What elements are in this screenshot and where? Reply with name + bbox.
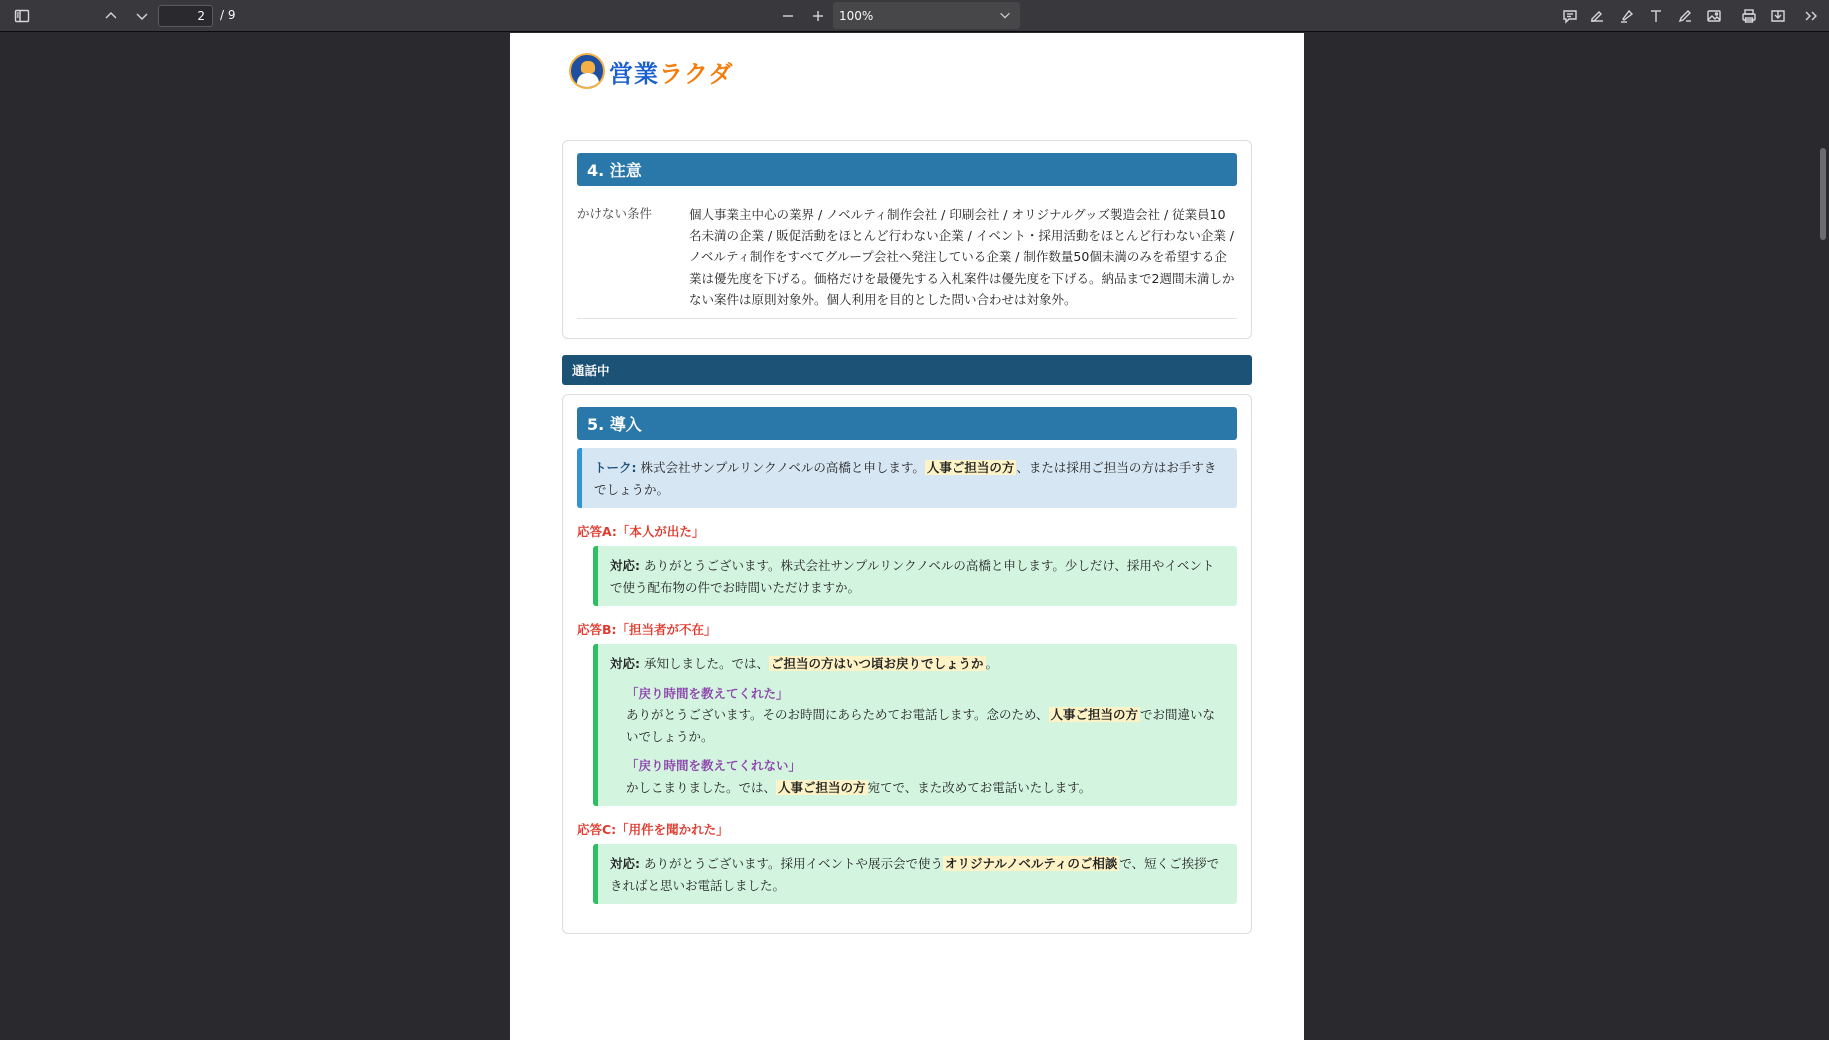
section-5-card — [562, 394, 1252, 934]
chevron-down-icon — [998, 8, 1012, 25]
camel-mascot-icon — [569, 53, 605, 89]
text-icon[interactable] — [1645, 5, 1667, 27]
section-5-title: 5. 導入 — [577, 407, 1237, 440]
phase-bar: 通話中 — [562, 355, 1252, 385]
next-page-icon[interactable] — [131, 5, 153, 27]
condition-text: 個人事業主中心の業界 / ノベルティ制作会社 / 印刷会社 / オリジナルグッズ製造会社 / 従業員10名未満の企業 / 販促活動をほとんど行わない企業 / イベント・採用活動をほとんど行わない企業 / ノベルティ制作をすべてグループ会社へ発注している企業 / 制作数量50個未満のみを希望する企業は優先度を下げる。価格だけを最優先する入札案件は優先度を下げる。納品まで2週間未満しかない案件は原則対象外。個人利用を目的とした問い合わせは対象外。 — [689, 207, 1235, 307]
response-a-label: 応答A:「本人が出た」 — [577, 524, 705, 539]
talk-script: トーク: 株式会社サンプルリンクノベルの高橋と申します。 人事ご担当の方 、または採用ご担当の方はお手すきでしょうか。 — [577, 448, 1237, 508]
highlight: 人事ご担当の方 — [1050, 707, 1139, 722]
signature-icon[interactable] — [1586, 5, 1608, 27]
scrollbar-thumb[interactable] — [1820, 148, 1826, 240]
pdf-page — [510, 33, 1304, 1040]
draw-icon[interactable] — [1674, 5, 1696, 27]
highlight: 人事ご担当の方 — [926, 460, 1015, 475]
save-icon[interactable] — [1767, 5, 1789, 27]
page-number-input[interactable] — [158, 5, 213, 27]
sub-case-2-text: かしこまりました。では、 人事ご担当の方 宛てで、また改めてお電話いたします。 — [626, 779, 1092, 795]
zoom-out-icon[interactable] — [777, 5, 799, 27]
response-c-label: 応答C:「用件を聞かれた」 — [577, 822, 729, 837]
zoom-in-icon[interactable] — [807, 5, 829, 27]
sub-case-1-text: ありがとうございます。そのお時間にあらためてお電話します。念のため、 人事ご担当の方 でお間違いないでしょうか。 — [626, 707, 1216, 744]
response-b-label: 応答B:「担当者が不在」 — [577, 622, 717, 637]
highlight-icon[interactable] — [1616, 5, 1638, 27]
highlight: 人事ご担当の方 — [778, 779, 866, 795]
response-a-box: 対応: ありがとうございます。株式会社サンプルリンクノベルの高橋と申します。少しだけ、採用やイベントで使う配布物の件でお時間いただけますか。 — [593, 546, 1237, 606]
comment-icon[interactable] — [1559, 5, 1581, 27]
pdf-toolbar — [0, 0, 1829, 32]
exclusion-condition-row — [577, 204, 1237, 319]
zoom-value: 100% — [839, 8, 874, 23]
sub-case-1-label: 「戻り時間を教えてくれた」 — [626, 685, 789, 701]
highlight: オリジナルノベルティのご相談 — [944, 856, 1118, 871]
page-total: / 9 — [220, 8, 236, 22]
response-b-box: 対応: 承知しました。では、 ご担当の方はいつ頃お戻りでしょうか 。 「戻り時間を教えてくれた」 ありがとうございます。そのお時間にあらためてお電話します。念のため、 人事ご担当の方 でお間違いないでしょうか。 「戻り時間を教えてくれない」 かしこまりました。では、 人事ご担当の方 宛てで、また改めてお電話いたします。 — [593, 644, 1237, 806]
highlight: ご担当の方はいつ頃お戻りでしょうか — [770, 656, 984, 671]
section-4-title: 4. 注意 — [577, 153, 1237, 186]
sub-case-2-label: 「戻り時間を教えてくれない」 — [626, 758, 802, 773]
response-c-box: 対応: ありがとうございます。採用イベントや展示会で使う オリジナルノベルティのご相談 で、短くご挨拶できればと思いお電話しました。 — [593, 844, 1237, 904]
more-tools-icon[interactable] — [1800, 5, 1822, 27]
logo-text: 営業ラクダ — [609, 59, 734, 88]
print-icon[interactable] — [1738, 5, 1760, 27]
logo — [569, 53, 734, 89]
sidebar-toggle-icon[interactable] — [11, 5, 33, 27]
image-icon[interactable] — [1703, 5, 1725, 27]
section-4-card — [562, 140, 1252, 339]
condition-label: かけない条件 — [577, 206, 653, 221]
zoom-select[interactable] — [833, 2, 1020, 29]
previous-page-icon[interactable] — [100, 5, 122, 27]
